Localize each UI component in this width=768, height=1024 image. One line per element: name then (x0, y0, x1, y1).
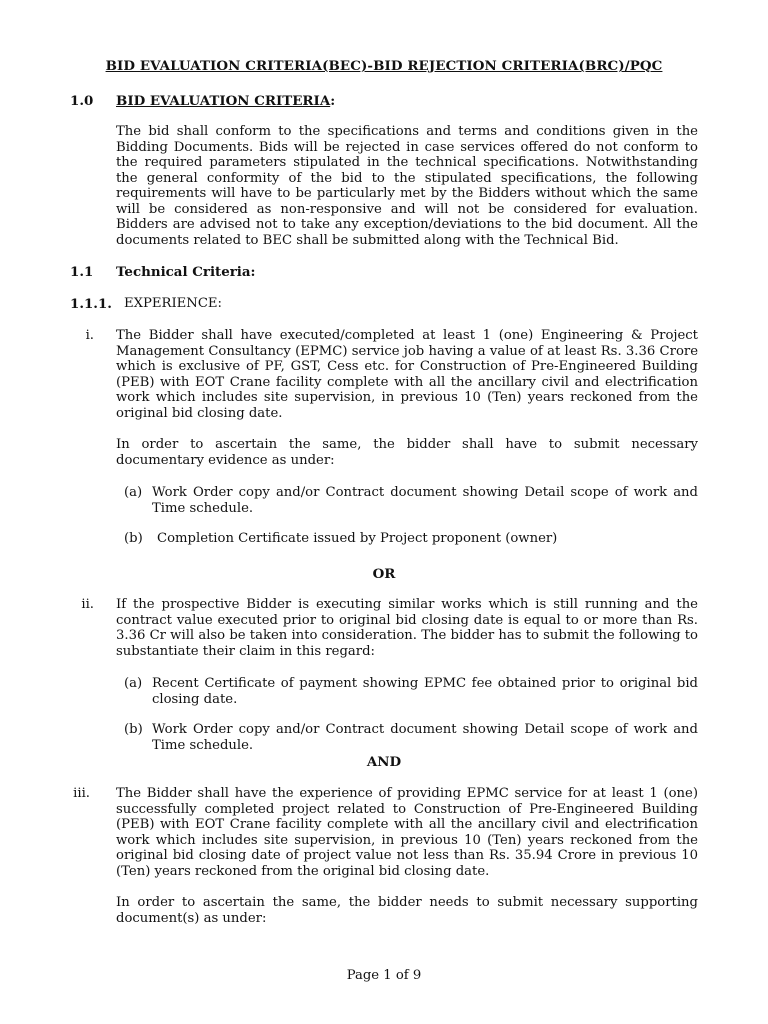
item-text: The Bidder shall have executed/completed at least 1 (one) Engineering & Project Management Consultancy (EPMC) service job having a value of at least Rs. 3.36 Crore which is exclusive of PF, GST, Cess etc. for Construction of Pre-Engineered Building (PEB) with EOT Crane facility complete with all the ancillary civil and electrification work which includes site supervision, in previous 10 (Ten) years reckoned from the original bid closing date. (116, 328, 698, 421)
subsubsection-heading: EXPERIENCE: (124, 296, 222, 311)
sub-item-text: Recent Certificate of payment showing EPMC fee obtained prior to original bid closing date. (152, 676, 698, 707)
item-numeral: i. (85, 328, 94, 343)
sub-item-text: Work Order copy and/or Contract document showing Detail scope of work and Time schedule. (152, 722, 698, 753)
evidence-intro: In order to ascertain the same, the bidder needs to submit necessary supporting document(s) as under: (116, 895, 698, 926)
item-text: If the prospective Bidder is executing similar works which is still running and the contract value executed prior to original bid closing date is equal to or more than Rs. 3.36 Cr will also be taken into consideration. The bidder has to submit the following to substantiate their claim in this regard: (116, 597, 698, 659)
item-text: The Bidder shall have the experience of providing EPMC service for at least 1 (one) successfully completed project related to Construction of Pre-Engineered Building (PEB) with EOT Crane facility complete with all the ancillary civil and electrification work which includes site supervision, in previous 10 (Ten) years reckoned from the original bid closing date of project value not less than Rs. 35.94 Crore in previous 10 (Ten) years reckoned from the original bid closing date. (116, 786, 698, 879)
page-footer: Page 1 of 9 (346, 968, 422, 983)
item-numeral: iii. (73, 786, 90, 801)
document-title: BID EVALUATION CRITERIA(BEC)-BID REJECTION CRITERIA(BRC)/PQC (105, 58, 663, 74)
subsubsection-number: 1.1.1. (70, 296, 112, 312)
and-separator: AND (366, 754, 402, 770)
subsection-number: 1.1 (70, 264, 94, 280)
or-separator: OR (372, 566, 396, 582)
section-heading-colon: : (330, 93, 336, 109)
sub-item-label: (a) (124, 676, 143, 691)
sub-item-text: Completion Certificate issued by Project proponent (owner) (157, 531, 558, 546)
sub-item-label: (b) (124, 531, 143, 546)
sub-item-label: (b) (124, 722, 143, 737)
subsection-heading: Technical Criteria: (116, 264, 256, 280)
section-number: 1.0 (70, 93, 94, 109)
sub-item-text: Work Order copy and/or Contract document showing Detail scope of work and Time schedule. (152, 485, 698, 516)
evidence-intro: In order to ascertain the same, the bidder shall have to submit necessary documentary evidence as under: (116, 437, 698, 468)
section-heading-text: BID EVALUATION CRITERIA (116, 93, 331, 109)
item-numeral: ii. (81, 597, 94, 612)
section-heading (116, 93, 335, 109)
sub-item-label: (a) (124, 485, 143, 500)
intro-paragraph: The bid shall conform to the specifications and terms and conditions given in the Bidding Documents. Bids will be rejected in case services offered do not conform to the required parameters stipulated in the technical specifications. Notwithstanding the general conformity of the bid to the stipulated specifications, the following requirements will have to be particularly met by the Bidders without which the same will be considered as non-responsive and will not be considered for evaluation. Bidders are advised not to take any exception/deviations to the bid document. All the documents related to BEC shall be submitted along with the Technical Bid. (116, 124, 698, 248)
